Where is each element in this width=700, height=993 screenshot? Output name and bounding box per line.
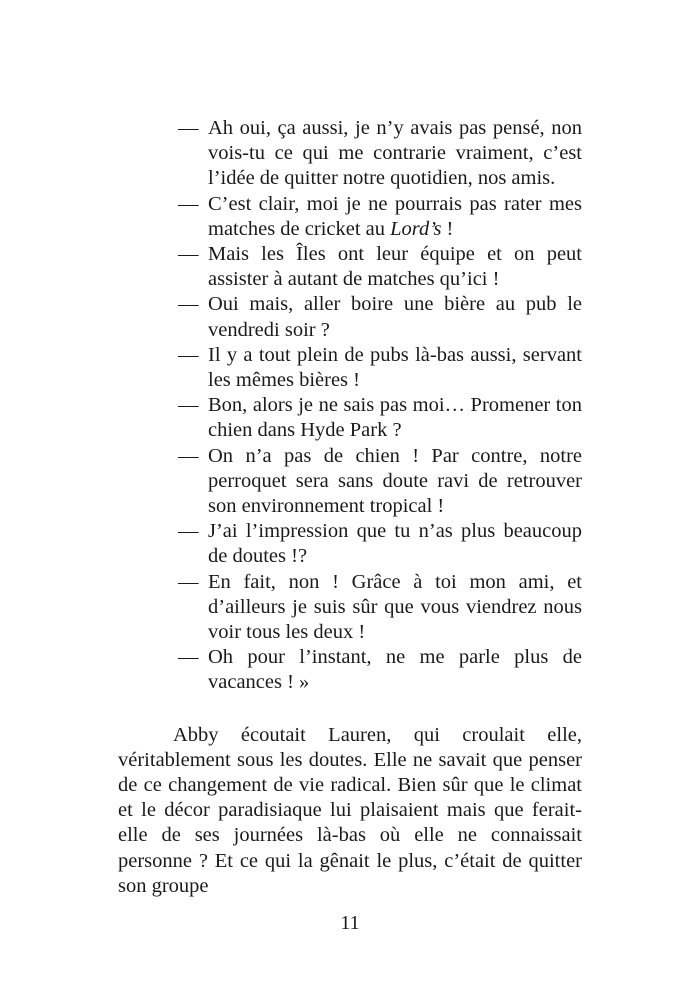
em-dash: — (178, 192, 199, 215)
dialogue-line (118, 570, 582, 646)
page-number: 11 (340, 912, 360, 934)
dialogue-list (118, 116, 582, 696)
em-dash: — (178, 243, 199, 266)
dialogue-text: Oui mais, aller boire une bière au pub le vendredi soir ? (208, 293, 582, 341)
em-dash: — (178, 117, 199, 139)
dialogue-line (118, 444, 582, 520)
em-dash: — (178, 570, 199, 593)
dialogue-line (118, 192, 582, 242)
dialogue-text: Ah oui, ça aussi, je n’y avais pas pensé, non vois-tu ce qui me contrarie vraiment, c’est l’idée de quitter notre quotidien, nos amis. (208, 117, 582, 190)
em-dash: — (178, 444, 199, 467)
em-dash: — (178, 293, 199, 316)
dialogue-line (118, 292, 582, 342)
dialogue-text: Bon, alors je ne sais pas moi… Promener ton chien dans Hyde Park ? (208, 394, 582, 442)
dialogue-line (118, 116, 582, 192)
dialogue-text: C’est clair, moi je ne pourrais pas rater mes matches de cricket au (208, 192, 582, 240)
dialogue-line (118, 393, 582, 443)
dialogue-line (118, 343, 582, 393)
em-dash: — (178, 343, 199, 366)
em-dash: — (178, 520, 199, 543)
dialogue-text: Mais les Îles ont leur équipe et on peut assister à autant de matches qu’ici ! (208, 243, 582, 291)
italic-venue-name: Lord’s (390, 217, 442, 240)
dialogue-line (118, 645, 582, 695)
em-dash: — (178, 646, 199, 669)
em-dash: — (178, 394, 199, 417)
dialogue-text-end: ! (441, 217, 454, 240)
dialogue-line (118, 519, 582, 569)
dialogue-text: Oh pour l’instant, ne me parle plus de vacances ! » (208, 646, 582, 694)
dialogue-line (118, 242, 582, 292)
page-body (118, 116, 582, 899)
dialogue-text: Il y a tout plein de pubs là-bas aussi, servant les mêmes bières ! (208, 343, 582, 392)
dialogue-text: En fait, non ! Grâce à toi mon ami, et d’ailleurs je suis sûr que vous viendrez nous voir tous les deux ! (208, 570, 582, 644)
dialogue-text: On n’a pas de chien ! Par contre, notre perroquet sera sans doute ravi de retrouver son environnement tropical ! (208, 444, 582, 518)
narration-paragraph: Abby écoutait Lauren, qui croulait elle, véritablement sous les doutes. Elle ne savait que penser de ce changement de vie radical. Bien sûr que le climat et le décor paradisiaque lui plaisaient mais que ferait-elle de ses journées là-bas où elle ne connaissait personne ? Et ce qui la gênait le plus, c’était de quitter son groupe (118, 723, 582, 897)
dialogue-text: J’ai l’impression que tu n’as plus beaucoup de doutes !? (208, 520, 582, 568)
